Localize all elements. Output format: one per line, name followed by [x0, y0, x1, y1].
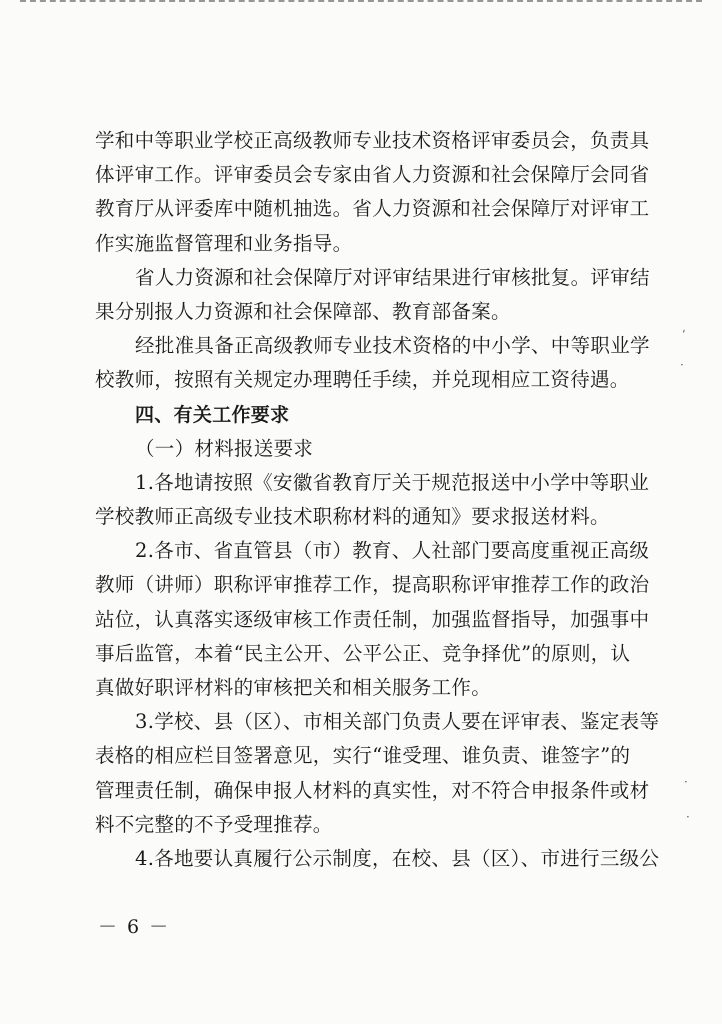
text-line: 表格的相应栏目签署意见，实行“谁受理、谁负责、谁签字”的 — [95, 744, 631, 768]
text-line: 事后监管，本着“民主公开、公平公正、竞争择优”的原则，认 — [95, 641, 631, 665]
scan-speck: ⸲ — [682, 320, 686, 334]
subsection-heading: （一）材料报送要求 — [135, 436, 314, 460]
text-line: 经批准具备正高级教师专业技术资格的中小学、中等职业学 — [135, 334, 650, 358]
text-line: 学和中等职业学校正高级教师专业技术资格评审委员会，负责具 — [95, 129, 650, 152]
text-line: 校教师，按照有关规定办理聘任手续，并兑现相应工资待遇。 — [95, 368, 630, 392]
scan-edge-line — [20, 0, 702, 5]
text-line: 站位，认真落实逐级审核工作责任制，加强监督指导，加强事中 — [95, 607, 650, 631]
section-heading: 四、有关工作要求 — [135, 403, 290, 426]
text-line: 学校教师正高级专业技术职称材料的通知》要求报送材料。 — [95, 505, 610, 529]
scan-speck: · — [680, 358, 684, 372]
text-line: 3.学校、县（区）、市相关部门负责人要在评审表、鉴定表等 — [135, 710, 660, 734]
scan-speck: · — [686, 810, 690, 824]
page-number: － 6 － — [98, 916, 171, 938]
text-line: 料不完整的不予受理推荐。 — [95, 812, 333, 836]
text-line: 省人力资源和社会保障厅对评审结果进行审核批复。评审结 — [135, 265, 650, 289]
text-line: 管理责任制，确保申报人材料的真实性，对不符合申报条件或材 — [95, 778, 650, 802]
text-line: 作实施监督管理和业务指导。 — [95, 231, 353, 255]
document-body — [95, 124, 660, 876]
text-line: 教师（讲师）职称评审推荐工作，提高职称评审推荐工作的政治 — [95, 573, 650, 597]
text-line: 2.各市、省直管县（市）教育、人社部门要高度重视正高级 — [135, 539, 650, 563]
text-line: 体评审工作。评审委员会专家由省人力资源和社会保障厅会同省 — [95, 163, 650, 187]
text-line: 果分别报人力资源和社会保障部、教育部备案。 — [95, 299, 511, 323]
text-line: 1.各地请按照《安徽省教育厅关于规范报送中小学中等职业 — [135, 470, 650, 494]
text-line: 教育厅从评委库中随机抽选。省人力资源和社会保障厅对评审工 — [95, 197, 650, 221]
scan-speck: · — [684, 775, 688, 789]
text-line: 真做好职评材料的审核把关和相关服务工作。 — [95, 676, 492, 699]
text-line: 4.各地要认真履行公示制度，在校、县（区）、市进行三级公 — [135, 846, 660, 870]
